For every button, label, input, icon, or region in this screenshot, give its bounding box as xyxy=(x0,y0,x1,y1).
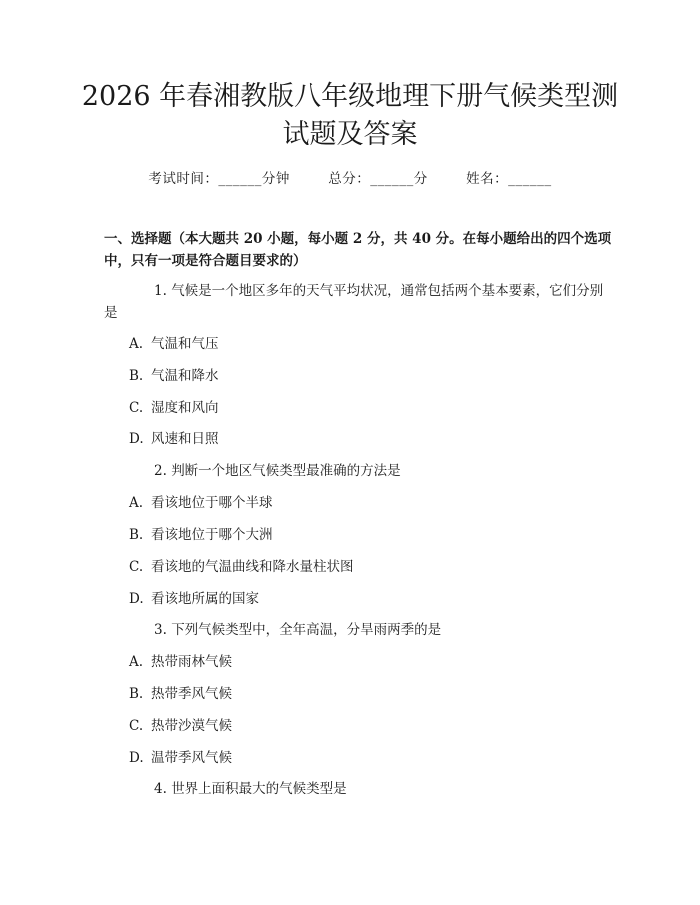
option-3a xyxy=(129,651,609,673)
time-blank: ______ xyxy=(218,171,262,187)
page-title xyxy=(70,78,630,154)
option-letter: B. xyxy=(129,368,144,384)
option-text: 温带季风气候 xyxy=(151,750,232,766)
option-text: 湿度和风向 xyxy=(151,400,219,416)
option-letter: A. xyxy=(129,495,144,511)
option-2a xyxy=(129,492,609,514)
question-3 xyxy=(104,619,614,641)
option-letter: D. xyxy=(129,750,144,766)
option-letter: A. xyxy=(129,654,144,670)
option-text: 热带沙漠气候 xyxy=(151,718,232,734)
question-text: 世界上面积最大的气候类型是 xyxy=(171,781,347,797)
option-2d xyxy=(129,588,609,610)
exam-meta xyxy=(0,167,700,187)
option-1a xyxy=(129,333,609,355)
time-unit: 分钟 xyxy=(261,171,290,187)
question-number: 2. xyxy=(154,463,167,479)
name-blank: ______ xyxy=(508,171,552,187)
option-text: 热带季风气候 xyxy=(151,686,232,702)
score-label: 总分： xyxy=(328,171,371,187)
option-3d xyxy=(129,747,609,769)
option-letter: C. xyxy=(129,559,144,575)
option-text: 风速和日照 xyxy=(151,431,219,447)
option-3c xyxy=(129,715,609,737)
question-2 xyxy=(104,460,614,482)
option-1d xyxy=(129,428,609,450)
question-number: 4. xyxy=(154,781,167,797)
option-letter: D. xyxy=(129,591,144,607)
option-text: 热带雨林气候 xyxy=(151,654,232,670)
option-text: 看该地位于哪个半球 xyxy=(151,495,273,511)
title-line-1: 2026 年春湘教版八年级地理下册气候类型测 xyxy=(81,81,619,112)
score-blank: ______ xyxy=(370,171,414,187)
question-text: 判断一个地区气候类型最准确的方法是 xyxy=(171,463,401,479)
question-text: 气候是一个地区多年的天气平均状况，通常包括两个基本要素，它们分别是 xyxy=(104,283,604,321)
option-text: 看该地位于哪个大洲 xyxy=(151,527,273,543)
option-text: 看该地的气温曲线和降水量柱状图 xyxy=(151,559,354,575)
question-number: 1. xyxy=(154,283,167,299)
option-3b xyxy=(129,683,609,705)
question-1 xyxy=(104,280,614,324)
option-text: 气温和气压 xyxy=(151,336,219,352)
section-heading: 一、选择题（本大题共 20 小题，每小题 2 分，共 40 分。在每小题给出的四个选项中，只有一项是符合题目要求的） xyxy=(104,231,612,269)
option-letter: D. xyxy=(129,431,144,447)
title-line-2: 试题及答案 xyxy=(282,119,418,150)
option-text: 看该地所属的国家 xyxy=(151,591,259,607)
question-number: 3. xyxy=(154,622,167,638)
option-1b xyxy=(129,365,609,387)
option-2b xyxy=(129,524,609,546)
option-2c xyxy=(129,556,609,578)
score-unit: 分 xyxy=(413,171,428,187)
option-letter: C. xyxy=(129,400,144,416)
time-label: 考试时间： xyxy=(148,171,219,187)
option-1c xyxy=(129,397,609,419)
option-letter: C. xyxy=(129,718,144,734)
option-text: 气温和降水 xyxy=(151,368,219,384)
name-label: 姓名： xyxy=(466,171,509,187)
question-4 xyxy=(104,778,614,800)
option-letter: B. xyxy=(129,527,144,543)
option-letter: A. xyxy=(129,336,144,352)
option-letter: B. xyxy=(129,686,144,702)
question-text: 下列气候类型中，全年高温，分旱雨两季的是 xyxy=(171,622,442,638)
